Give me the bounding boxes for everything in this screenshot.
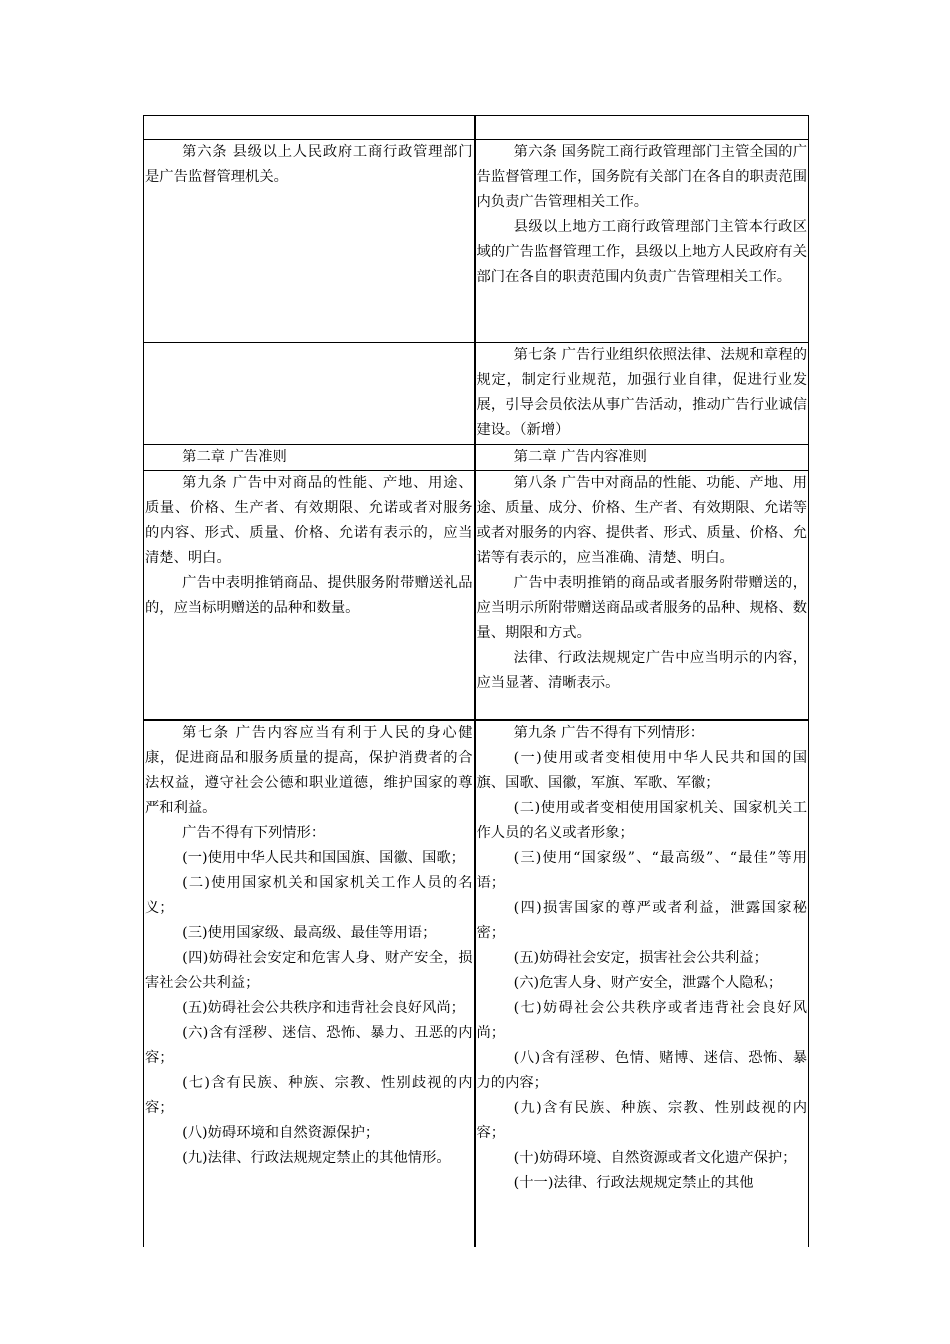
chapter-title: 第二章 广告准则 — [182, 449, 287, 465]
paragraph: 法律、行政法规规定广告中应当明示的内容，应当显著、清晰表示。 — [476, 650, 807, 691]
list-item: (四)损害国家的尊严或者利益，泄露国家秘密； — [476, 899, 807, 941]
right-header-cell — [475, 116, 809, 140]
paragraph: 第八条 广告中对商品的性能、功能、产地、用途、质量、成分、价格、生产者、有效期限、允诺等或者对服务的内容、提供者、形式、质量、价格、允诺等有表示的，应当准确、清楚、明白。 — [476, 475, 807, 566]
table-row — [144, 140, 809, 343]
list-item: (六)危害人身、财产安全，泄露个人隐私； — [513, 974, 783, 991]
comparison-table — [143, 115, 809, 1247]
paragraph: 第九条 广告中对商品的性能、产地、用途、质量、价格、生产者、有效期限、允诺或者对服务的内容、形式、质量、价格、允诺有表示的，应当清楚、明白。 — [145, 475, 473, 566]
list-item: (七)含有民族、种族、宗教、性别歧视的内容； — [145, 1074, 473, 1116]
list-item: (五)妨碍社会公共秩序和违背社会良好风尚； — [182, 999, 465, 1016]
chapter-row — [144, 445, 809, 471]
paragraph: 第九条 广告不得有下列情形： — [513, 724, 705, 741]
right-cell — [475, 720, 809, 1247]
list-item: (七)妨碍社会公共秩序或者违背社会良好风尚； — [476, 999, 807, 1041]
list-item: (一)使用中华人民共和国国旗、国徽、国歌； — [182, 849, 465, 866]
list-item: (三)使用“国家级”、“最高级”、“最佳”等用语； — [476, 849, 807, 891]
list-item: (六)含有淫秽、迷信、恐怖、暴力、丑恶的内容； — [145, 1024, 473, 1066]
paragraph: 县级以上地方工商行政管理部门主管本行政区域的广告监督管理工作，县级以上地方人民政府有关部门在各自的职责范围内负责广告管理相关工作。 — [476, 219, 807, 285]
list-item: (二)使用国家机关和国家机关工作人员的名义； — [145, 874, 473, 916]
left-cell — [144, 445, 475, 471]
table-row — [144, 343, 809, 445]
table-row — [144, 471, 809, 720]
table-header-row — [144, 116, 809, 140]
list-item: (十一)法律、行政法规规定禁止的其他 — [513, 1174, 754, 1191]
list-item: (一)使用或者变相使用中华人民共和国的国旗、国歌、国徽，军旗、军歌、军徽； — [476, 749, 807, 791]
right-cell — [475, 471, 809, 720]
list-item: (八)妨碍环境和自然资源保护； — [182, 1124, 380, 1141]
paragraph: 广告中表明推销的商品或者服务附带赠送的，应当明示所附带赠送商品或者服务的品种、规格、数量、期限和方式。 — [476, 575, 807, 641]
list-item: (九)含有民族、种族、宗教、性别歧视的内容； — [476, 1099, 807, 1141]
left-cell — [144, 471, 475, 720]
list-item: (八)含有淫秽、色情、赌博、迷信、恐怖、暴力的内容； — [476, 1049, 807, 1091]
chapter-title: 第二章 广告内容准则 — [513, 449, 647, 465]
list-item: (二)使用或者变相使用国家机关、国家机关工作人员的名义或者形象； — [476, 799, 807, 841]
list-item: (三)使用国家级、最高级、最佳等用语； — [182, 924, 437, 941]
list-item: (四)妨碍社会安定和危害人身、财产安全，损害社会公共利益； — [145, 949, 473, 991]
list-item: (九)法律、行政法规规定禁止的其他情形。 — [182, 1149, 451, 1166]
paragraph: 广告中表明推销商品、提供服务附带赠送礼品的，应当标明赠送的品种和数量。 — [145, 575, 473, 616]
left-cell — [144, 343, 475, 445]
paragraph: 第七条 广告内容应当有利于人民的身心健康，促进商品和服务质量的提高，保护消费者的合法权益，遵守社会公德和职业道德，维护国家的尊严和利益。 — [145, 724, 473, 816]
left-cell — [144, 140, 475, 343]
left-cell — [144, 720, 475, 1247]
right-cell — [475, 445, 809, 471]
right-cell — [475, 140, 809, 343]
right-cell — [475, 343, 809, 445]
table-row — [144, 720, 809, 1247]
list-item: (十)妨碍环境、自然资源或者文化遗产保护； — [513, 1149, 797, 1166]
list-item: (五)妨碍社会安定，损害社会公共利益； — [513, 949, 768, 966]
paragraph: 广告不得有下列情形： — [182, 824, 326, 841]
paragraph: 第六条 国务院工商行政管理部门主管全国的广告监督管理工作，国务院有关部门在各自的职责范围内负责广告管理相关工作。 — [476, 144, 807, 210]
paragraph: 第七条 广告行业组织依照法律、法规和章程的规定，制定行业规范，加强行业自律，促进行业发展，引导会员依法从事广告活动，推动广告行业诚信建设。（新增） — [476, 347, 807, 438]
paragraph: 第六条 县级以上人民政府工商行政管理部门是广告监督管理机关。 — [145, 144, 473, 185]
left-header-cell — [144, 116, 475, 140]
